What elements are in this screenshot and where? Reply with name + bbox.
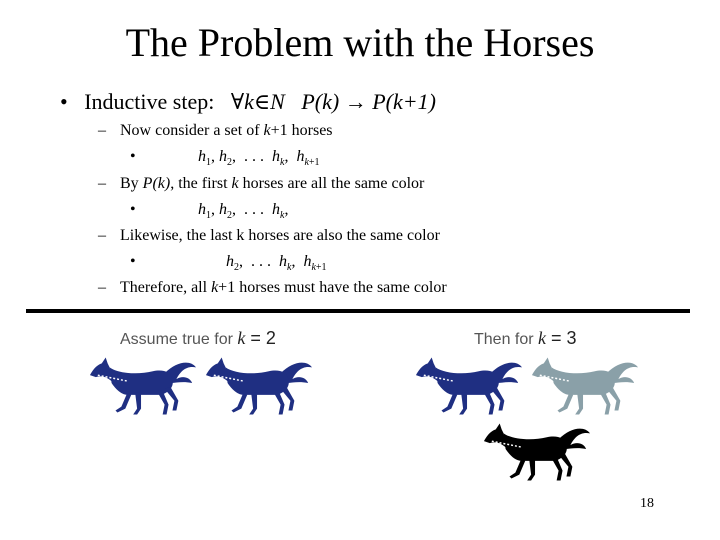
horse-black-icon	[482, 418, 592, 484]
sequence-3: • $h_2$, . . . $h_k$, $h_{k+1}$	[130, 253, 327, 274]
caption-left: Assume true for k = 2	[120, 328, 276, 348]
forall-formula: ∀k∈N	[230, 89, 285, 114]
horse-navy-3-icon	[414, 352, 524, 418]
bullet: •	[60, 89, 79, 114]
horse-grey-icon	[530, 352, 640, 418]
sequence-2: • $h_1$, $h_2$, . . . $h_k$,	[130, 201, 289, 222]
caption-right: Then for k = 3	[474, 328, 577, 348]
page-number: 18	[640, 496, 654, 511]
item-3: – Likewise, the last k horses are also the same color	[98, 227, 440, 244]
item-2: – By P(k), the first k horses are all the same color	[98, 175, 425, 192]
divider-rule	[26, 309, 690, 313]
item-1: – Now consider a set of k+1 horses	[98, 122, 333, 139]
implication-formula: P(k) → P(k+1)	[301, 89, 436, 114]
item-4: – Therefore, all k+1 horses must have the same color	[98, 279, 447, 296]
inductive-label: Inductive step:	[84, 89, 215, 114]
sequence-1: • $h_1$, $h_2$, . . . $h_k$, $h_{k+1}$	[130, 148, 320, 169]
slide-title: The Problem with the Horses	[125, 20, 595, 65]
horse-navy-1-icon	[88, 352, 198, 418]
horse-navy-2-icon	[204, 352, 314, 418]
inductive-step-line	[60, 89, 436, 115]
